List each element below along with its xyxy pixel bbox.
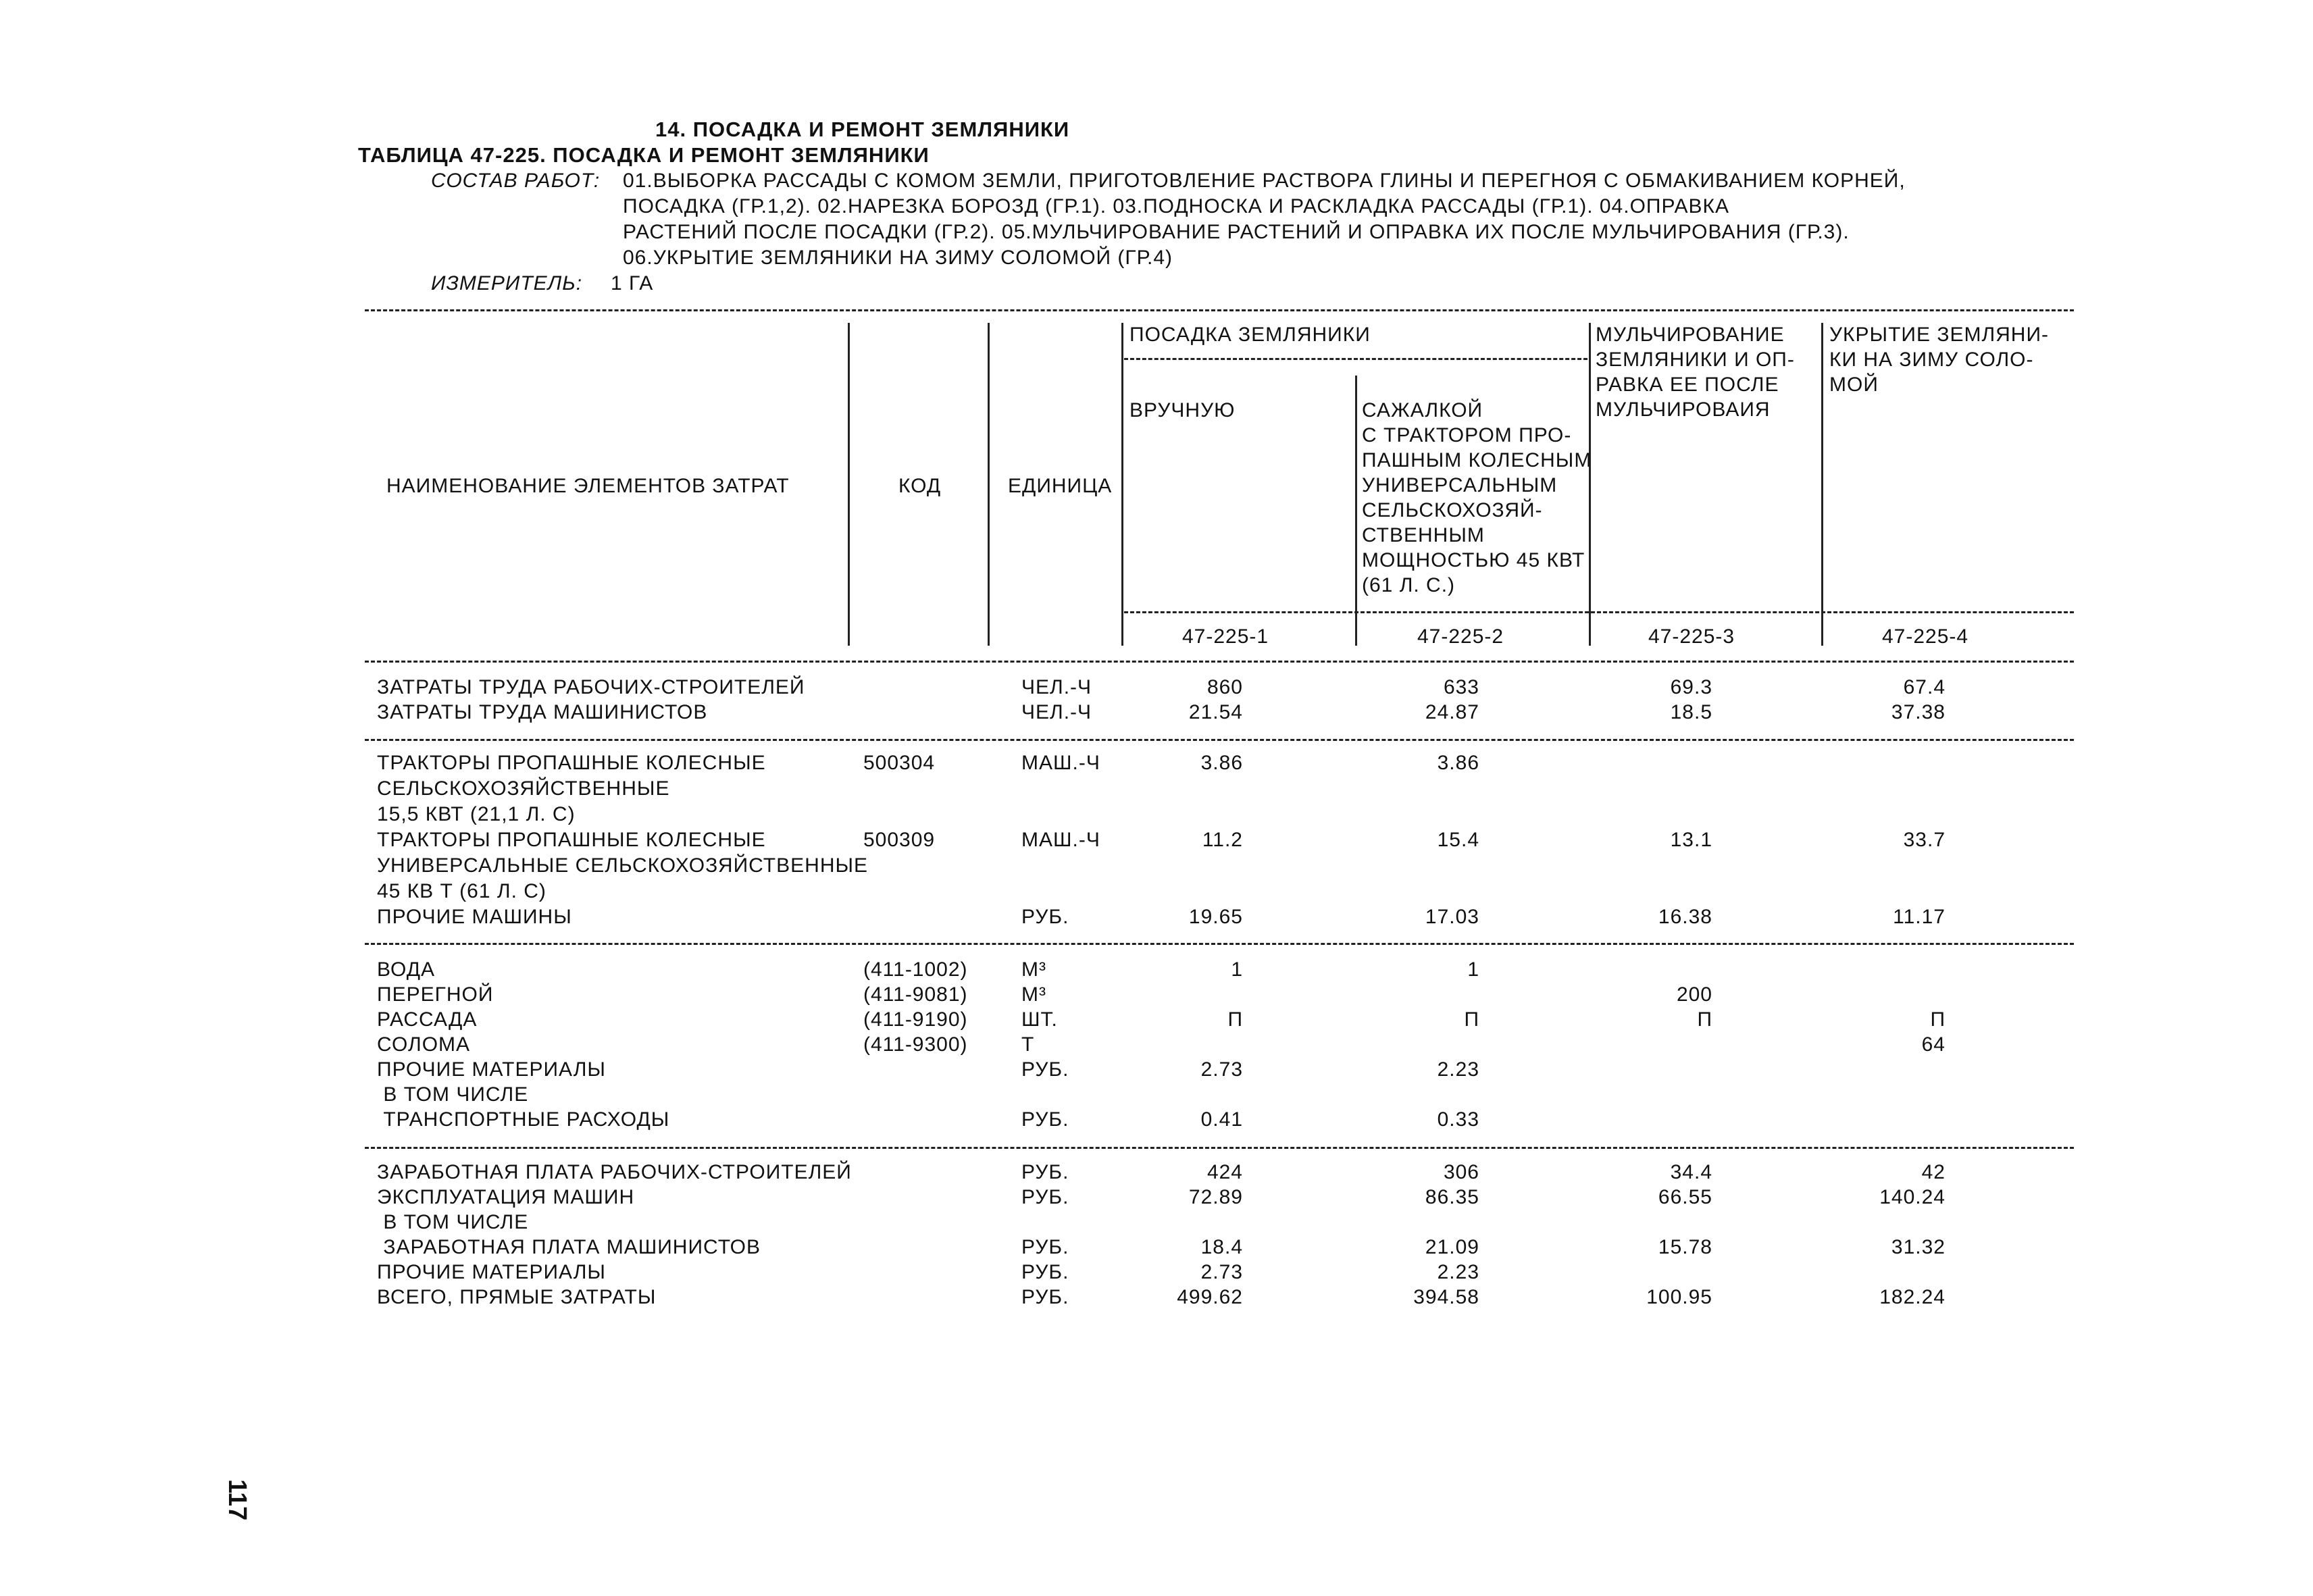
row-value-col-1: 11.2 bbox=[1202, 829, 1243, 851]
section-rule bbox=[365, 661, 2074, 663]
header-code: КОД bbox=[898, 475, 942, 497]
row-value-col-1: 499.62 bbox=[1177, 1286, 1243, 1308]
measure-label: ИЗМЕРИТЕЛЬ: bbox=[431, 272, 583, 294]
row-unit: РУБ. bbox=[1021, 906, 1069, 928]
row-value-col-2: 21.09 bbox=[1425, 1236, 1479, 1258]
row-unit: М³ bbox=[1021, 958, 1046, 981]
row-value-col-2: 2.23 bbox=[1437, 1058, 1479, 1081]
header-divider bbox=[988, 323, 990, 646]
row-value-col-3: 13.1 bbox=[1670, 829, 1712, 851]
row-name: ПРОЧИЕ МАТЕРИАЛЫ bbox=[377, 1261, 606, 1283]
header-planter-line: САЖАЛКОЙ bbox=[1362, 399, 1483, 421]
row-name: В ТОМ ЧИСЛЕ bbox=[377, 1211, 529, 1233]
row-name: ЗАТРАТЫ ТРУДА РАБОЧИХ-СТРОИТЕЛЕЙ bbox=[377, 676, 805, 698]
row-name: УНИВЕРСАЛЬНЫЕ СЕЛЬСКОХОЗЯЙСТВЕННЫЕ bbox=[377, 854, 869, 877]
row-unit: ЧЕЛ.-Ч bbox=[1021, 676, 1092, 698]
header-divider bbox=[1589, 323, 1591, 646]
row-value-col-4: 140.24 bbox=[1879, 1186, 1946, 1208]
row-value-col-1: 0.41 bbox=[1200, 1108, 1243, 1131]
row-name: ТРАНСПОРТНЫЕ РАСХОДЫ bbox=[377, 1108, 670, 1131]
header-divider bbox=[848, 323, 850, 646]
row-unit: М³ bbox=[1021, 983, 1046, 1006]
row-value-col-1: 72.89 bbox=[1188, 1186, 1243, 1208]
row-value-col-2: 0.33 bbox=[1437, 1108, 1479, 1131]
header-code-3: 47-225-3 bbox=[1648, 625, 1735, 648]
row-value-col-1: 21.54 bbox=[1188, 701, 1243, 723]
header-code-2: 47-225-2 bbox=[1417, 625, 1504, 648]
table-title: ТАБЛИЦА 47-225. ПОСАДКА И РЕМОНТ ЗЕМЛЯНИКИ bbox=[358, 143, 930, 167]
header-code-4: 47-225-4 bbox=[1882, 625, 1969, 648]
header-planter-line: УНИВЕРСАЛЬНЫМ bbox=[1362, 474, 1558, 496]
row-unit: РУБ. bbox=[1021, 1286, 1069, 1308]
composition-line-1: 01.ВЫБОРКА РАССАДЫ С КОМОМ ЗЕМЛИ, ПРИГОТОВЛЕНИЕ РАСТВОРА ГЛИНЫ И ПЕРЕГНОЯ С ОБМАКИВАНИЕМ КОРНЕЙ, bbox=[623, 170, 1906, 192]
row-name: ПЕРЕГНОЙ bbox=[377, 983, 494, 1006]
row-code: (411-9081) bbox=[863, 983, 968, 1006]
row-value-col-4: 11.17 bbox=[1893, 906, 1946, 928]
row-name: 45 КВ Т (61 Л. С) bbox=[377, 880, 547, 902]
row-value-col-2: 17.03 bbox=[1425, 906, 1479, 928]
row-unit: МАШ.-Ч bbox=[1021, 752, 1100, 774]
row-value-col-2: 24.87 bbox=[1425, 701, 1479, 723]
section-rule bbox=[365, 1147, 2074, 1149]
row-value-col-2: П bbox=[1464, 1008, 1479, 1031]
header-planter-line: С ТРАКТОРОМ ПРО- bbox=[1362, 424, 1572, 446]
header-cover-line: УКРЫТИЕ ЗЕМЛЯНИ- bbox=[1829, 324, 2050, 346]
header-mulch-line: ЗЕМЛЯНИКИ И ОП- bbox=[1596, 349, 1795, 371]
header-mulch-line: МУЛЬЧИРОВАИЯ bbox=[1596, 398, 1771, 421]
row-value-col-2: 394.58 bbox=[1413, 1286, 1479, 1308]
row-code: 500304 bbox=[863, 752, 936, 774]
row-name: ВСЕГО, ПРЯМЫЕ ЗАТРАТЫ bbox=[377, 1286, 657, 1308]
row-value-col-2: 15.4 bbox=[1437, 829, 1479, 851]
header-planter-line: МОЩНОСТЬЮ 45 КВТ bbox=[1362, 549, 1585, 571]
row-unit: ШТ. bbox=[1021, 1008, 1058, 1031]
row-value-col-1: 860 bbox=[1206, 676, 1243, 698]
row-value-col-4: 33.7 bbox=[1903, 829, 1946, 851]
row-value-col-2: 2.23 bbox=[1437, 1261, 1479, 1283]
header-code-rule bbox=[1124, 611, 2074, 613]
header-planter-line: СТВЕННЫМ bbox=[1362, 524, 1485, 546]
composition-label: СОСТАВ РАБОТ: bbox=[431, 170, 601, 192]
row-code: (411-1002) bbox=[863, 958, 968, 981]
row-unit: РУБ. bbox=[1021, 1108, 1069, 1131]
row-value-col-3: 18.5 bbox=[1670, 701, 1712, 723]
header-divider bbox=[1821, 323, 1823, 646]
row-unit: ЧЕЛ.-Ч bbox=[1021, 701, 1092, 723]
header-group-rule bbox=[1124, 358, 1587, 360]
row-value-col-1: 2.73 bbox=[1200, 1261, 1243, 1283]
row-unit: РУБ. bbox=[1021, 1058, 1069, 1081]
header-manual: ВРУЧНУЮ bbox=[1129, 399, 1236, 421]
row-name: ПРОЧИЕ МАТЕРИАЛЫ bbox=[377, 1058, 606, 1081]
row-name: ТРАКТОРЫ ПРОПАШНЫЕ КОЛЕСНЫЕ bbox=[377, 829, 766, 851]
row-code: (411-9190) bbox=[863, 1008, 968, 1031]
row-value-col-4: 64 bbox=[1921, 1033, 1946, 1056]
header-mulch-line: МУЛЬЧИРОВАНИЕ bbox=[1596, 324, 1785, 346]
row-name: СЕЛЬСКОХОЗЯЙСТВЕННЫЕ bbox=[377, 777, 670, 800]
row-unit: РУБ. bbox=[1021, 1261, 1069, 1283]
composition-line-2: ПОСАДКА (ГР.1,2). 02.НАРЕЗКА БОРОЗД (ГР.1). 03.ПОДНОСКА И РАСКЛАДКА РАССАДЫ (ГР.1). 04.ОПРАВКА bbox=[623, 195, 1729, 217]
row-value-col-4: 31.32 bbox=[1891, 1236, 1946, 1258]
row-name: РАССАДА bbox=[377, 1008, 478, 1031]
header-divider bbox=[1121, 323, 1123, 646]
header-unit: ЕДИНИЦА bbox=[1008, 475, 1113, 497]
row-code: 500309 bbox=[863, 829, 936, 851]
row-value-col-1: 1 bbox=[1231, 958, 1243, 981]
row-value-col-2: 306 bbox=[1443, 1161, 1479, 1183]
row-value-col-3: 100.95 bbox=[1646, 1286, 1712, 1308]
header-code-1: 47-225-1 bbox=[1182, 625, 1269, 648]
measure-value: 1 ГА bbox=[611, 272, 654, 294]
page-number: 117 bbox=[223, 1479, 251, 1521]
row-unit: РУБ. bbox=[1021, 1186, 1069, 1208]
header-cover-line: МОЙ bbox=[1829, 374, 1879, 396]
row-value-col-1: 18.4 bbox=[1200, 1236, 1243, 1258]
row-value-col-1: 2.73 bbox=[1200, 1058, 1243, 1081]
row-value-col-1: 3.86 bbox=[1200, 752, 1243, 774]
row-name: ЗАТРАТЫ ТРУДА МАШИНИСТОВ bbox=[377, 701, 708, 723]
row-value-col-2: 3.86 bbox=[1437, 752, 1479, 774]
row-name: ТРАКТОРЫ ПРОПАШНЫЕ КОЛЕСНЫЕ bbox=[377, 752, 766, 774]
row-value-col-3: 69.3 bbox=[1670, 676, 1712, 698]
section-title: 14. ПОСАДКА И РЕМОНТ ЗЕМЛЯНИКИ bbox=[655, 118, 1070, 141]
row-code: (411-9300) bbox=[863, 1033, 968, 1056]
section-rule bbox=[365, 943, 2074, 945]
row-value-col-1: П bbox=[1227, 1008, 1243, 1031]
row-value-col-4: П bbox=[1930, 1008, 1946, 1031]
row-name: 15,5 КВТ (21,1 Л. С) bbox=[377, 803, 576, 825]
row-name: ЭКСПЛУАТАЦИЯ МАШИН bbox=[377, 1186, 635, 1208]
row-unit: РУБ. bbox=[1021, 1161, 1069, 1183]
row-name: ПРОЧИЕ МАШИНЫ bbox=[377, 906, 572, 928]
row-name: ЗАРАБОТНАЯ ПЛАТА РАБОЧИХ-СТРОИТЕЛЕЙ bbox=[377, 1161, 852, 1183]
row-unit: МАШ.-Ч bbox=[1021, 829, 1100, 851]
header-group-planting: ПОСАДКА ЗЕМЛЯНИКИ bbox=[1129, 324, 1371, 346]
row-value-col-4: 37.38 bbox=[1891, 701, 1946, 723]
header-name: НАИМЕНОВАНИЕ ЭЛЕМЕНТОВ ЗАТРАТ bbox=[386, 475, 790, 497]
row-value-col-1: 424 bbox=[1206, 1161, 1243, 1183]
composition-line-3: РАСТЕНИЙ ПОСЛЕ ПОСАДКИ (ГР.2). 05.МУЛЬЧИРОВАНИЕ РАСТЕНИЙ И ОПРАВКА ИХ ПОСЛЕ МУЛЬЧИРОВАНИЯ (ГР.3). bbox=[623, 221, 1850, 243]
row-value-col-3: 66.55 bbox=[1658, 1186, 1712, 1208]
row-value-col-3: 34.4 bbox=[1670, 1161, 1712, 1183]
row-value-col-2: 633 bbox=[1443, 676, 1479, 698]
row-value-col-3: П bbox=[1697, 1008, 1712, 1031]
composition-line-4: 06.УКРЫТИЕ ЗЕМЛЯНИКИ НА ЗИМУ СОЛОМОЙ (ГР.4) bbox=[623, 247, 1173, 269]
row-value-col-2: 86.35 bbox=[1425, 1186, 1479, 1208]
row-value-col-4: 67.4 bbox=[1903, 676, 1946, 698]
row-unit: Т bbox=[1021, 1033, 1035, 1056]
row-name: СОЛОМА bbox=[377, 1033, 471, 1056]
header-mulch-line: РАВКА ЕЕ ПОСЛЕ bbox=[1596, 374, 1779, 396]
row-name: ЗАРАБОТНАЯ ПЛАТА МАШИНИСТОВ bbox=[377, 1236, 761, 1258]
header-divider bbox=[1355, 376, 1357, 646]
row-value-col-3: 15.78 bbox=[1658, 1236, 1712, 1258]
section-rule bbox=[365, 739, 2074, 741]
header-planter-line: ПАШНЫМ КОЛЕСНЫМ bbox=[1362, 449, 1592, 471]
row-name: ВОДА bbox=[377, 958, 436, 981]
table-top-rule bbox=[365, 309, 2074, 311]
row-name: В ТОМ ЧИСЛЕ bbox=[377, 1083, 529, 1106]
row-value-col-4: 42 bbox=[1921, 1161, 1946, 1183]
header-planter-line: (61 Л. С.) bbox=[1362, 574, 1456, 596]
row-value-col-1: 19.65 bbox=[1188, 906, 1243, 928]
row-value-col-4: 182.24 bbox=[1879, 1286, 1946, 1308]
header-planter-line: СЕЛЬСКОХОЗЯЙ- bbox=[1362, 499, 1543, 521]
row-unit: РУБ. bbox=[1021, 1236, 1069, 1258]
row-value-col-3: 200 bbox=[1676, 983, 1712, 1006]
row-value-col-2: 1 bbox=[1467, 958, 1479, 981]
row-value-col-3: 16.38 bbox=[1658, 906, 1712, 928]
header-cover-line: КИ НА ЗИМУ СОЛО- bbox=[1829, 349, 2034, 371]
